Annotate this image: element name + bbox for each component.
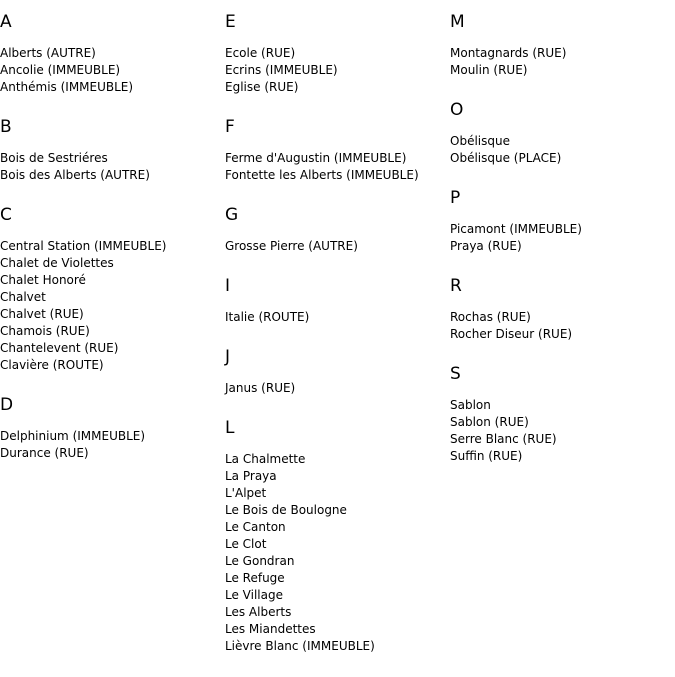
street-link[interactable]: Chalvet (RUE) [0,307,84,321]
street-link[interactable]: Ecrins (IMMEUBLE) [225,63,338,77]
letter-section-o [450,100,675,167]
letter-heading: A [0,12,12,32]
letter-section-d [0,395,225,462]
street-list [0,45,225,96]
street-link[interactable]: Grosse Pierre (AUTRE) [225,239,358,253]
letter-heading: S [450,364,461,384]
letter-heading: P [450,188,461,208]
street-list [0,150,225,184]
street-link[interactable]: Serre Blanc (RUE) [450,432,557,446]
letter-heading: E [225,12,236,32]
street-list [0,428,225,462]
letter-heading: D [0,395,14,415]
street-link[interactable]: Montagnards (RUE) [450,46,567,60]
street-link[interactable]: Delphinium (IMMEUBLE) [0,429,146,443]
letter-heading: M [450,12,465,32]
street-link[interactable]: Rocher Diseur (RUE) [450,327,573,341]
street-list [450,133,675,167]
index-column-1 [0,0,225,462]
letter-section-f [225,117,450,184]
street-list [450,45,675,79]
street-list [225,238,450,255]
letter-section-i [225,276,450,326]
street-link[interactable]: Eglise (RUE) [225,80,299,94]
letter-section-e [225,12,450,96]
street-link[interactable]: Suffin (RUE) [450,449,523,463]
street-link[interactable]: Ecole (RUE) [225,46,296,60]
street-link[interactable]: Praya (RUE) [450,239,522,253]
street-link[interactable]: Les Alberts [225,605,292,619]
street-link[interactable]: Le Refuge [225,571,285,585]
letter-section-j [225,347,450,397]
index-column-2 [225,0,450,655]
street-link[interactable]: Sablon (RUE) [450,415,529,429]
street-link[interactable]: Picamont (IMMEUBLE) [450,222,582,236]
street-list [450,309,675,343]
letter-heading: J [225,347,231,367]
letter-section-l [225,418,450,655]
letter-heading: F [225,117,235,137]
letter-heading: G [225,205,239,225]
street-link[interactable]: Bois des Alberts (AUTRE) [0,168,150,182]
street-link[interactable]: Obélisque [450,134,510,148]
street-link[interactable]: Ferme d'Augustin (IMMEUBLE) [225,151,407,165]
street-link[interactable]: Le Village [225,588,283,602]
street-link[interactable]: Rochas (RUE) [450,310,531,324]
letter-heading: B [0,117,12,137]
street-link[interactable]: Chalvet [0,290,46,304]
street-link[interactable]: Italie (ROUTE) [225,310,310,324]
street-link[interactable]: Chalet de Violettes [0,256,114,270]
street-link[interactable]: L'Alpet [225,486,267,500]
street-link[interactable]: Janus (RUE) [225,381,296,395]
street-link[interactable]: Le Gondran [225,554,295,568]
street-list [450,397,675,465]
street-link[interactable]: La Chalmette [225,452,306,466]
street-link[interactable]: Les Miandettes [225,622,316,636]
street-link[interactable]: Lièvre Blanc (IMMEUBLE) [225,639,375,653]
street-link[interactable]: Le Canton [225,520,286,534]
street-link[interactable]: Clavière (ROUTE) [0,358,104,372]
street-link[interactable]: Chantelevent (RUE) [0,341,119,355]
street-link[interactable]: Moulin (RUE) [450,63,528,77]
street-list [450,221,675,255]
street-link[interactable]: Alberts (AUTRE) [0,46,96,60]
letter-heading: O [450,100,464,120]
letter-section-g [225,205,450,255]
street-link[interactable]: Central Station (IMMEUBLE) [0,239,167,253]
letter-section-b [0,117,225,184]
street-link[interactable]: Chalet Honoré [0,273,86,287]
letter-heading: I [225,276,231,296]
street-link[interactable]: Anthémis (IMMEUBLE) [0,80,134,94]
index-column-3 [450,0,675,465]
letter-heading: R [450,276,462,296]
street-link[interactable]: Sablon [450,398,491,412]
letter-section-c [0,205,225,374]
street-list [225,309,450,326]
street-list [225,451,450,655]
letter-heading: C [0,205,12,225]
letter-section-m [450,12,675,79]
street-link[interactable]: Fontette les Alberts (IMMEUBLE) [225,168,419,182]
street-list [0,238,225,374]
street-list [225,380,450,397]
street-link[interactable]: Obélisque (PLACE) [450,151,562,165]
street-link[interactable]: Durance (RUE) [0,446,89,460]
letter-section-r [450,276,675,343]
letter-section-s [450,364,675,465]
letter-section-p [450,188,675,255]
letter-section-a [0,12,225,96]
letter-heading: L [225,418,235,438]
street-link[interactable]: Le Clot [225,537,267,551]
street-list [225,150,450,184]
street-link[interactable]: La Praya [225,469,277,483]
street-link[interactable]: Chamois (RUE) [0,324,90,338]
street-link[interactable]: Bois de Sestriéres [0,151,108,165]
street-list [225,45,450,96]
street-link[interactable]: Le Bois de Boulogne [225,503,347,517]
street-link[interactable]: Ancolie (IMMEUBLE) [0,63,121,77]
